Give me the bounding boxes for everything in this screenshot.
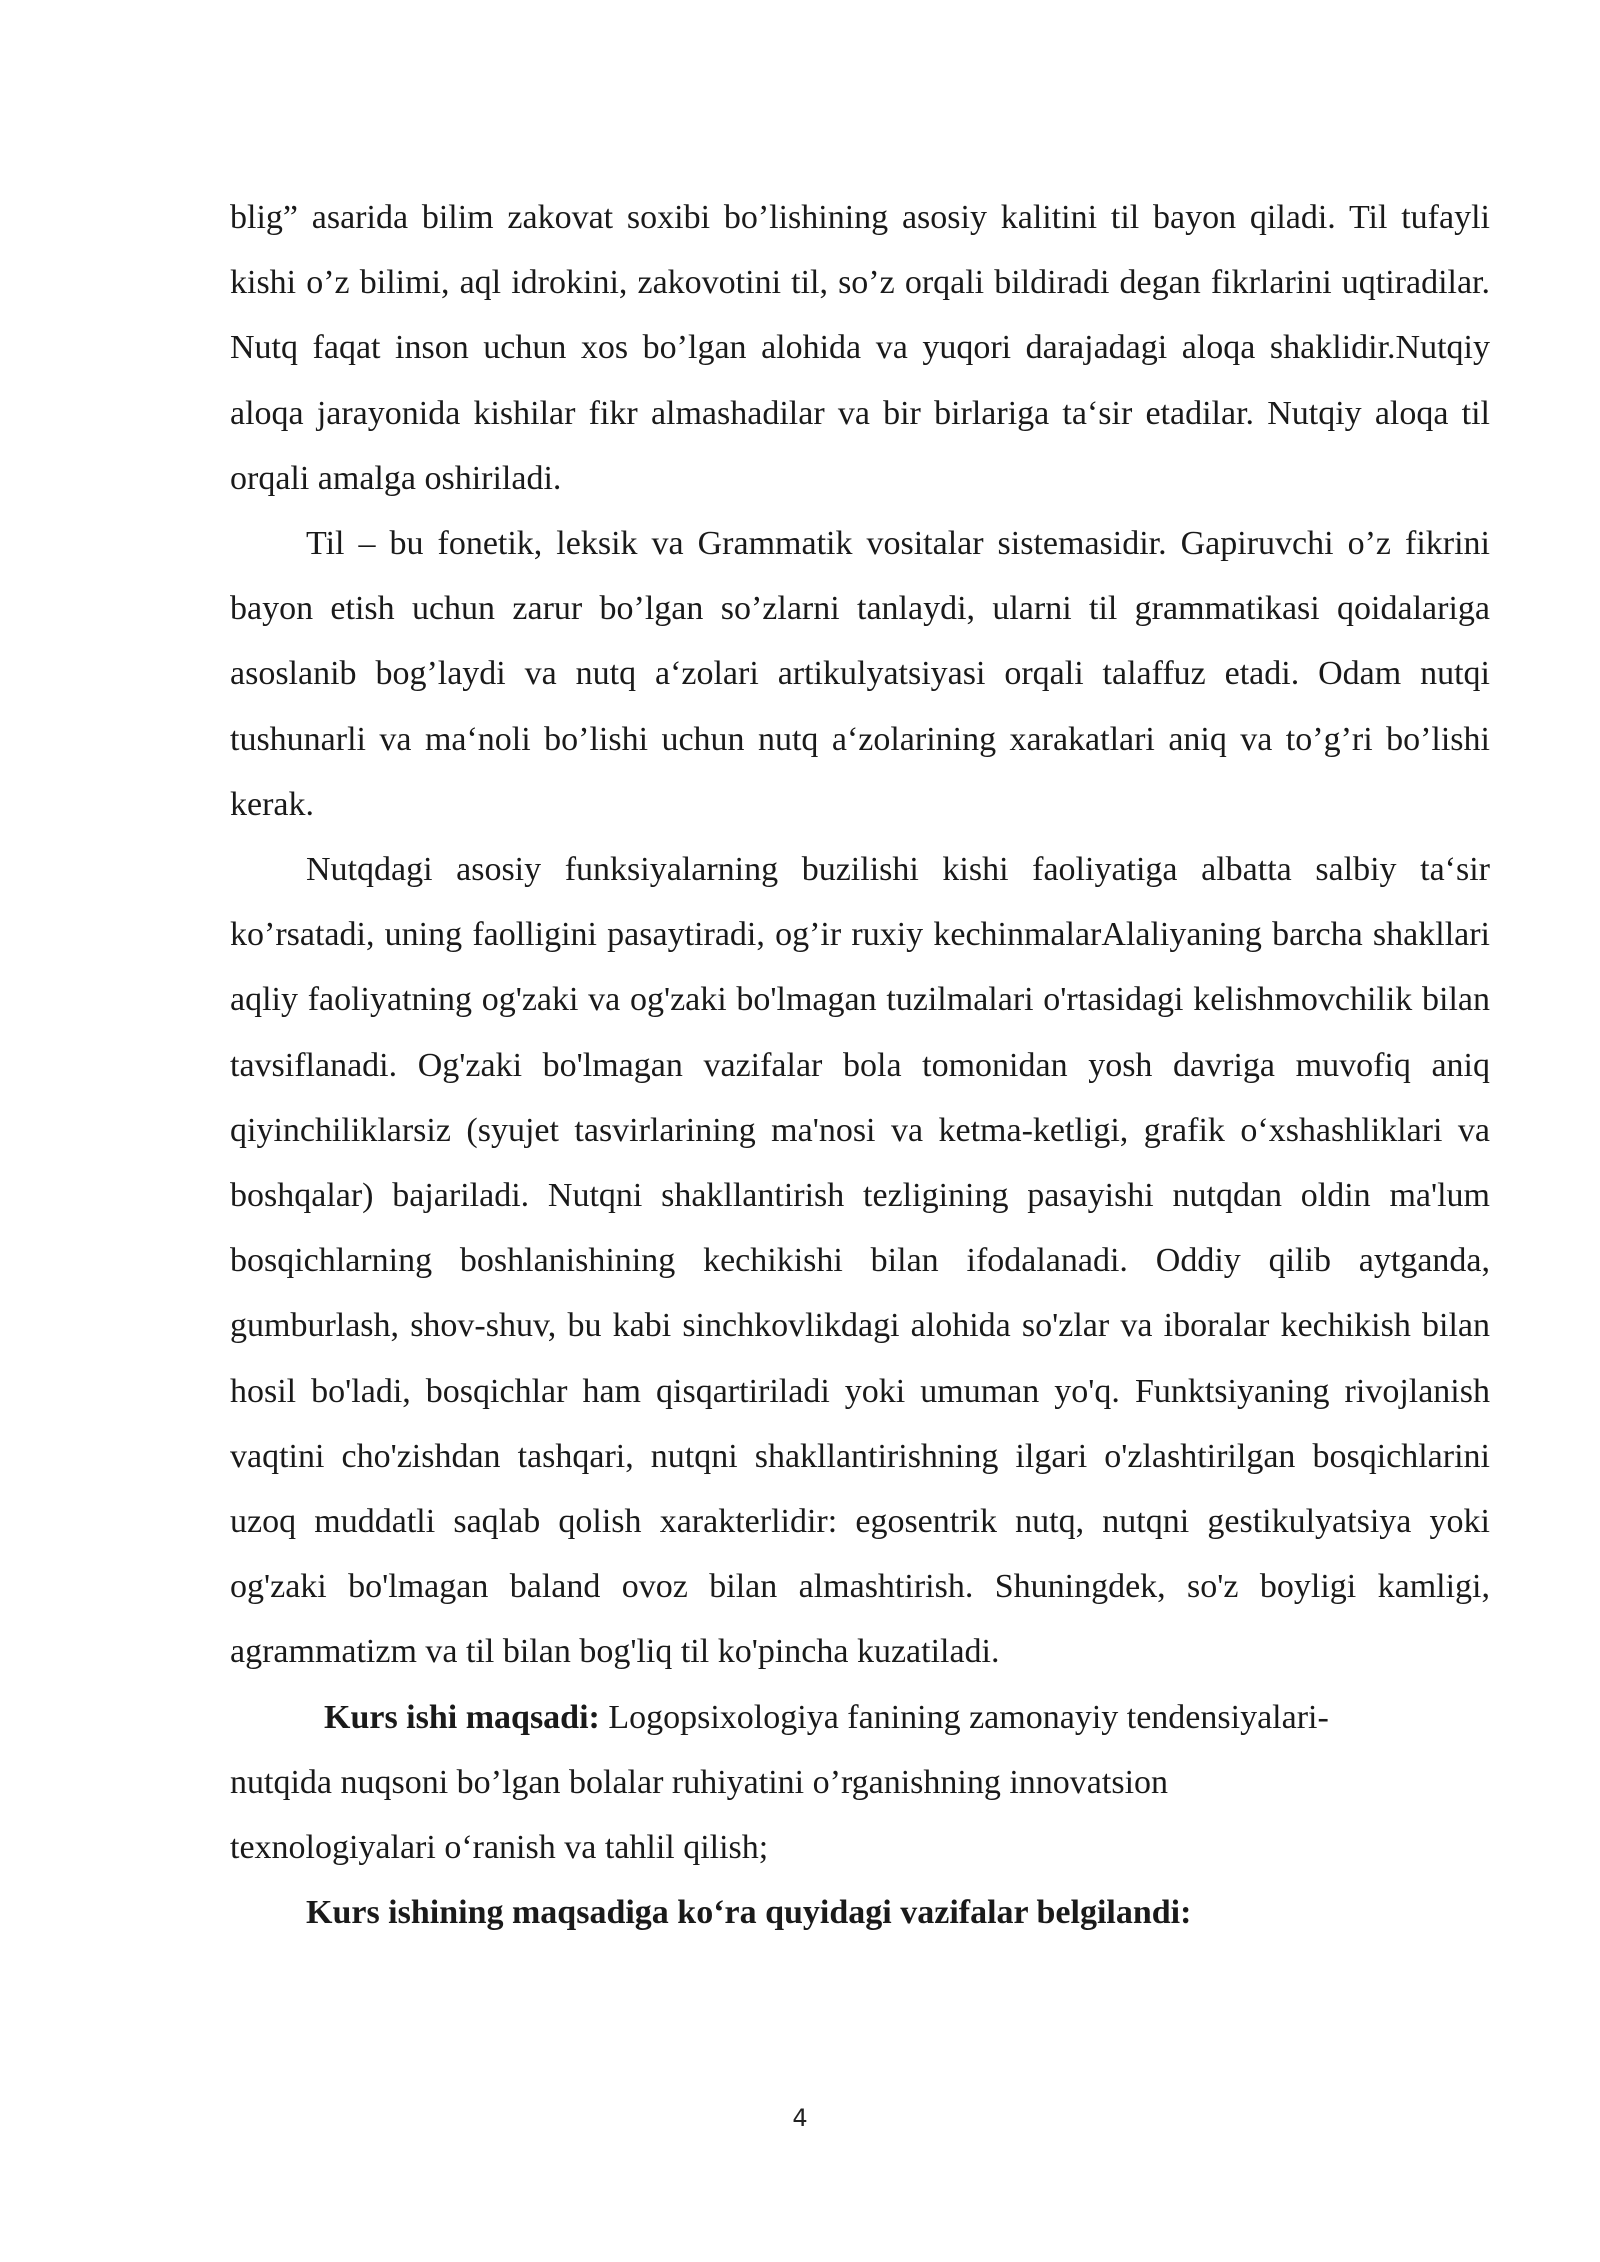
paragraph-speech-disorders: Nutqdagi asosiy funksiyalarning buzilishi kishi faoliyatiga albatta salbiy ta‘sir ko’rsatadi, uning faolligini pasaytiradi, og’ir ruxiy kechinmalarAlaliyaning barcha shakllari aqliy faoliyatning og'zaki va og'zaki bo'lmagan tuzilmalari o'rtasidagi kelishmovchilik bilan tavsiflanadi. Og'zaki bo'lmagan vazifalar bola tomonidan yosh davriga muvofiq aniq qiyinchiliklarsiz (syujet tasvirlarining ma'nosi va ketma-ketligi, grafik o‘xshashliklari va boshqalar) bajariladi. Nutqni shakllantirish tezligining pasayishi nutqdan oldin ma'lum bosqichlarning boshlanishining kechikishi bilan ifodalanadi. Oddiy qilib aytganda, gumburlash, shov-shuv, bu kabi sinchkovlikdagi alohida so'zlar va iboralar kechikish bilan hosil bo'ladi, bosqichlar ham qisqartiriladi yoki umuman yo'q. Funktsiyaning rivojlanish vaqtini cho'zishdan tashqari, nutqni shakllantirishning ilgari o'zlashtirilgan bosqichlarini uzoq muddatli saqlab qolish xarakterlidir: egosentrik nutq, nutqni gestikulyatsiya yoki og'zaki bo'lmagan baland ovoz bilan almashtirish. Shuningdek, so'z boyligi kamligi, agrammatizm va til bilan bog'liq til ko'pincha kuzatiladi. [230,851,1490,1671]
course-goal-label: Kurs ishi maqsadi: [324,1698,600,1736]
page-number: 4 [792,2104,808,2132]
paragraph-intro: blig” asarida bilim zakovat soxibi bo’lishining asosiy kalitini til bayon qiladi. Til tufayli kishi o’z bilimi, aql idrokini, zakovotini til, so’z orqali bildiradi degan fikrlarini uqtiradilar. Nutq faqat inson uchun xos bo’lgan alohida va yuqori darajadagi aloqa shaklidir.Nutqiy aloqa jarayonida kishilar fikr almashadilar va bir birlariga ta‘sir etadilar. Nutqiy aloqa til orqali amalga oshiriladi. [230,199,1490,497]
document-body [230,185,1490,1945]
tasks-heading: Kurs ishining maqsadiga ko‘ra quyidagi vazifalar belgilandi: [306,1894,1192,1932]
paragraph-language-definition: Til – bu fonetik, leksik va Grammatik vositalar sistemasidir. Gapiruvchi o’z fikrini bayon etish uchun zarur bo’lgan so’zlarni tanlaydi, ularni til grammatikasi qoidalariga asoslanib bog’laydi va nutq a‘zolari artikulyatsiyasi orqali talaffuz etadi. Odam nutqi tushunarli va ma‘noli bo’lishi uchun nutq a‘zolarining xarakatlari aniq va to’g’ri bo’lishi kerak. [230,525,1490,823]
course-goal-line-1: Logopsixologiya fanining zamonayiy tendensiyalari- [599,1698,1329,1736]
course-goal-line-3: texnologiyalari o‘ranish va tahlil qilish; [230,1829,769,1867]
paragraph-course-goal [230,1685,1490,1881]
course-goal-line-2: nutqida nuqsoni bo’lgan bolalar ruhiyatini o’rganishning innovatsion [230,1763,1169,1801]
